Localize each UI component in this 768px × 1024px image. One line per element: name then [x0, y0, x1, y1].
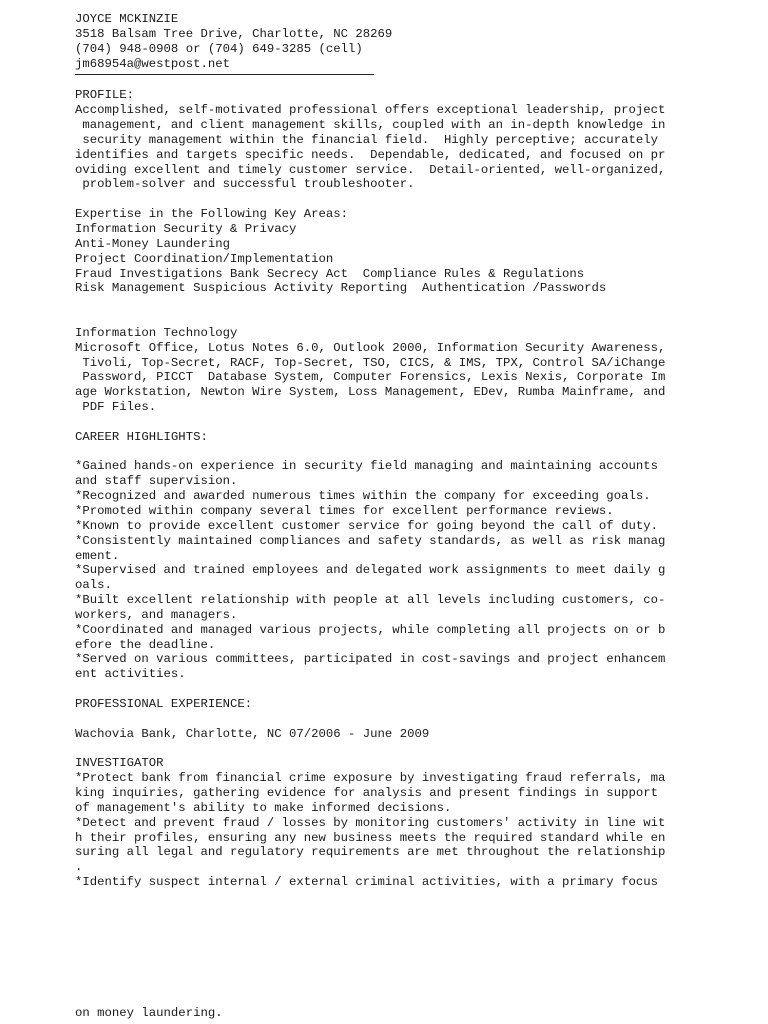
highlight-line: *Recognized and awarded numerous times within the company for exceeding goals.	[75, 489, 651, 504]
highlight-line: *Gained hands-on experience in security field managing and maintaining accounts	[75, 459, 658, 474]
experience-section	[75, 697, 685, 890]
expertise-section	[75, 207, 685, 296]
profile-heading: PROFILE:	[75, 88, 135, 103]
technology-line: PDF Files.	[75, 400, 157, 415]
applicant-address: 3518 Balsam Tree Drive, Charlotte, NC 28269	[75, 26, 393, 41]
technology-line: Tivoli, Top-Secret, RACF, Top-Secret, TSO, CICS, & IMS, TPX, Control SA/iChange	[75, 355, 666, 370]
expertise-heading: Expertise in the Following Key Areas:	[75, 207, 349, 222]
highlight-line: *Consistently maintained compliances and safety standards, as well as risk manag	[75, 533, 666, 548]
highlight-line: *Promoted within company several times for excellent performance reviews.	[75, 504, 614, 518]
employer-line: Wachovia Bank, Charlotte, NC 07/2006 - June 2009	[75, 726, 430, 741]
highlight-line: *Coordinated and managed various projects, while completing all projects on or b	[75, 622, 666, 637]
duty-continuation: on money laundering.	[75, 1006, 223, 1020]
expertise-line: Anti-Money Laundering	[75, 236, 230, 251]
technology-line: Password, PICCT Database System, Computer Forensics, Lexis Nexis, Corporate Im	[75, 370, 666, 385]
profile-line: security management within the financial field. Highly perceptive; accurately	[75, 132, 658, 147]
expertise-line: Information Security & Privacy	[75, 221, 297, 236]
highlight-line: and staff supervision.	[75, 474, 238, 489]
duty-line: *Detect and prevent fraud / losses by monitoring customers' activity in line wit	[75, 815, 666, 830]
expertise-line: Risk Management Suspicious Activity Reporting Authentication /Passwords	[75, 281, 607, 296]
contact-header	[75, 12, 685, 75]
profile-section	[75, 88, 685, 192]
highlights-heading: CAREER HIGHLIGHTS:	[75, 429, 208, 444]
resume-document	[75, 12, 685, 890]
applicant-phone: (704) 948-0908 or (704) 649-3285 (cell)	[75, 41, 363, 56]
applicant-name: JOYCE MCKINZIE	[75, 12, 179, 26]
technology-line: Microsoft Office, Lotus Notes 6.0, Outlook 2000, Information Security Awareness,	[75, 340, 666, 355]
duty-line: h their profiles, ensuring any new business meets the required standard while en	[75, 830, 666, 845]
highlight-line: ement.	[75, 548, 120, 563]
duty-line: *Protect bank from financial crime exposure by investigating fraud referrals, ma	[75, 771, 666, 786]
job-title: INVESTIGATOR	[75, 756, 164, 771]
profile-line: problem-solver and successful troubleshooter.	[75, 177, 415, 192]
expertise-line: Project Coordination/Implementation	[75, 251, 334, 266]
highlight-line: workers, and managers.	[75, 607, 238, 622]
duty-line: king inquiries, gathering evidence for analysis and present findings in support	[75, 786, 658, 801]
highlight-line: *Served on various committees, participated in cost-savings and project enhancem	[75, 652, 666, 667]
highlight-line: ent activities.	[75, 667, 186, 682]
experience-heading: PROFESSIONAL EXPERIENCE:	[75, 696, 253, 711]
profile-line: Accomplished, self-motivated professional offers exceptional leadership, project	[75, 103, 666, 118]
duty-line: *Identify suspect internal / external criminal activities, with a primary focus	[75, 875, 658, 890]
highlight-line: *Supervised and trained employees and delegated work assignments to meet daily g	[75, 563, 666, 578]
expertise-line: Fraud Investigations Bank Secrecy Act Compliance Rules & Regulations	[75, 266, 585, 281]
technology-heading: Information Technology	[75, 325, 238, 340]
technology-section	[75, 326, 685, 415]
duty-line: suring all legal and regulatory requirements are met throughout the relationship	[75, 845, 666, 860]
profile-line: oviding excellent and timely customer service. Detail-oriented, well-organized,	[75, 162, 666, 177]
highlight-line: oals.	[75, 578, 112, 593]
profile-line: management, and client management skills, coupled with an in-depth knowledge in	[75, 118, 666, 133]
applicant-email: jm68954a@westpost.net	[75, 56, 230, 71]
highlights-section	[75, 430, 685, 682]
technology-line: age Workstation, Newton Wire System, Loss Management, EDev, Rumba Mainframe, and	[75, 385, 666, 400]
highlight-line: *Known to provide excellent customer service for going beyond the call of duty.	[75, 518, 658, 533]
highlight-line: efore the deadline.	[75, 637, 216, 652]
duty-line: of management's ability to make informed decisions.	[75, 800, 452, 815]
duty-line: .	[75, 860, 83, 875]
highlight-line: *Built excellent relationship with people at all levels including customers, co-	[75, 593, 666, 608]
profile-line: identifies and targets specific needs. Dependable, dedicated, and focused on pr	[75, 147, 666, 162]
